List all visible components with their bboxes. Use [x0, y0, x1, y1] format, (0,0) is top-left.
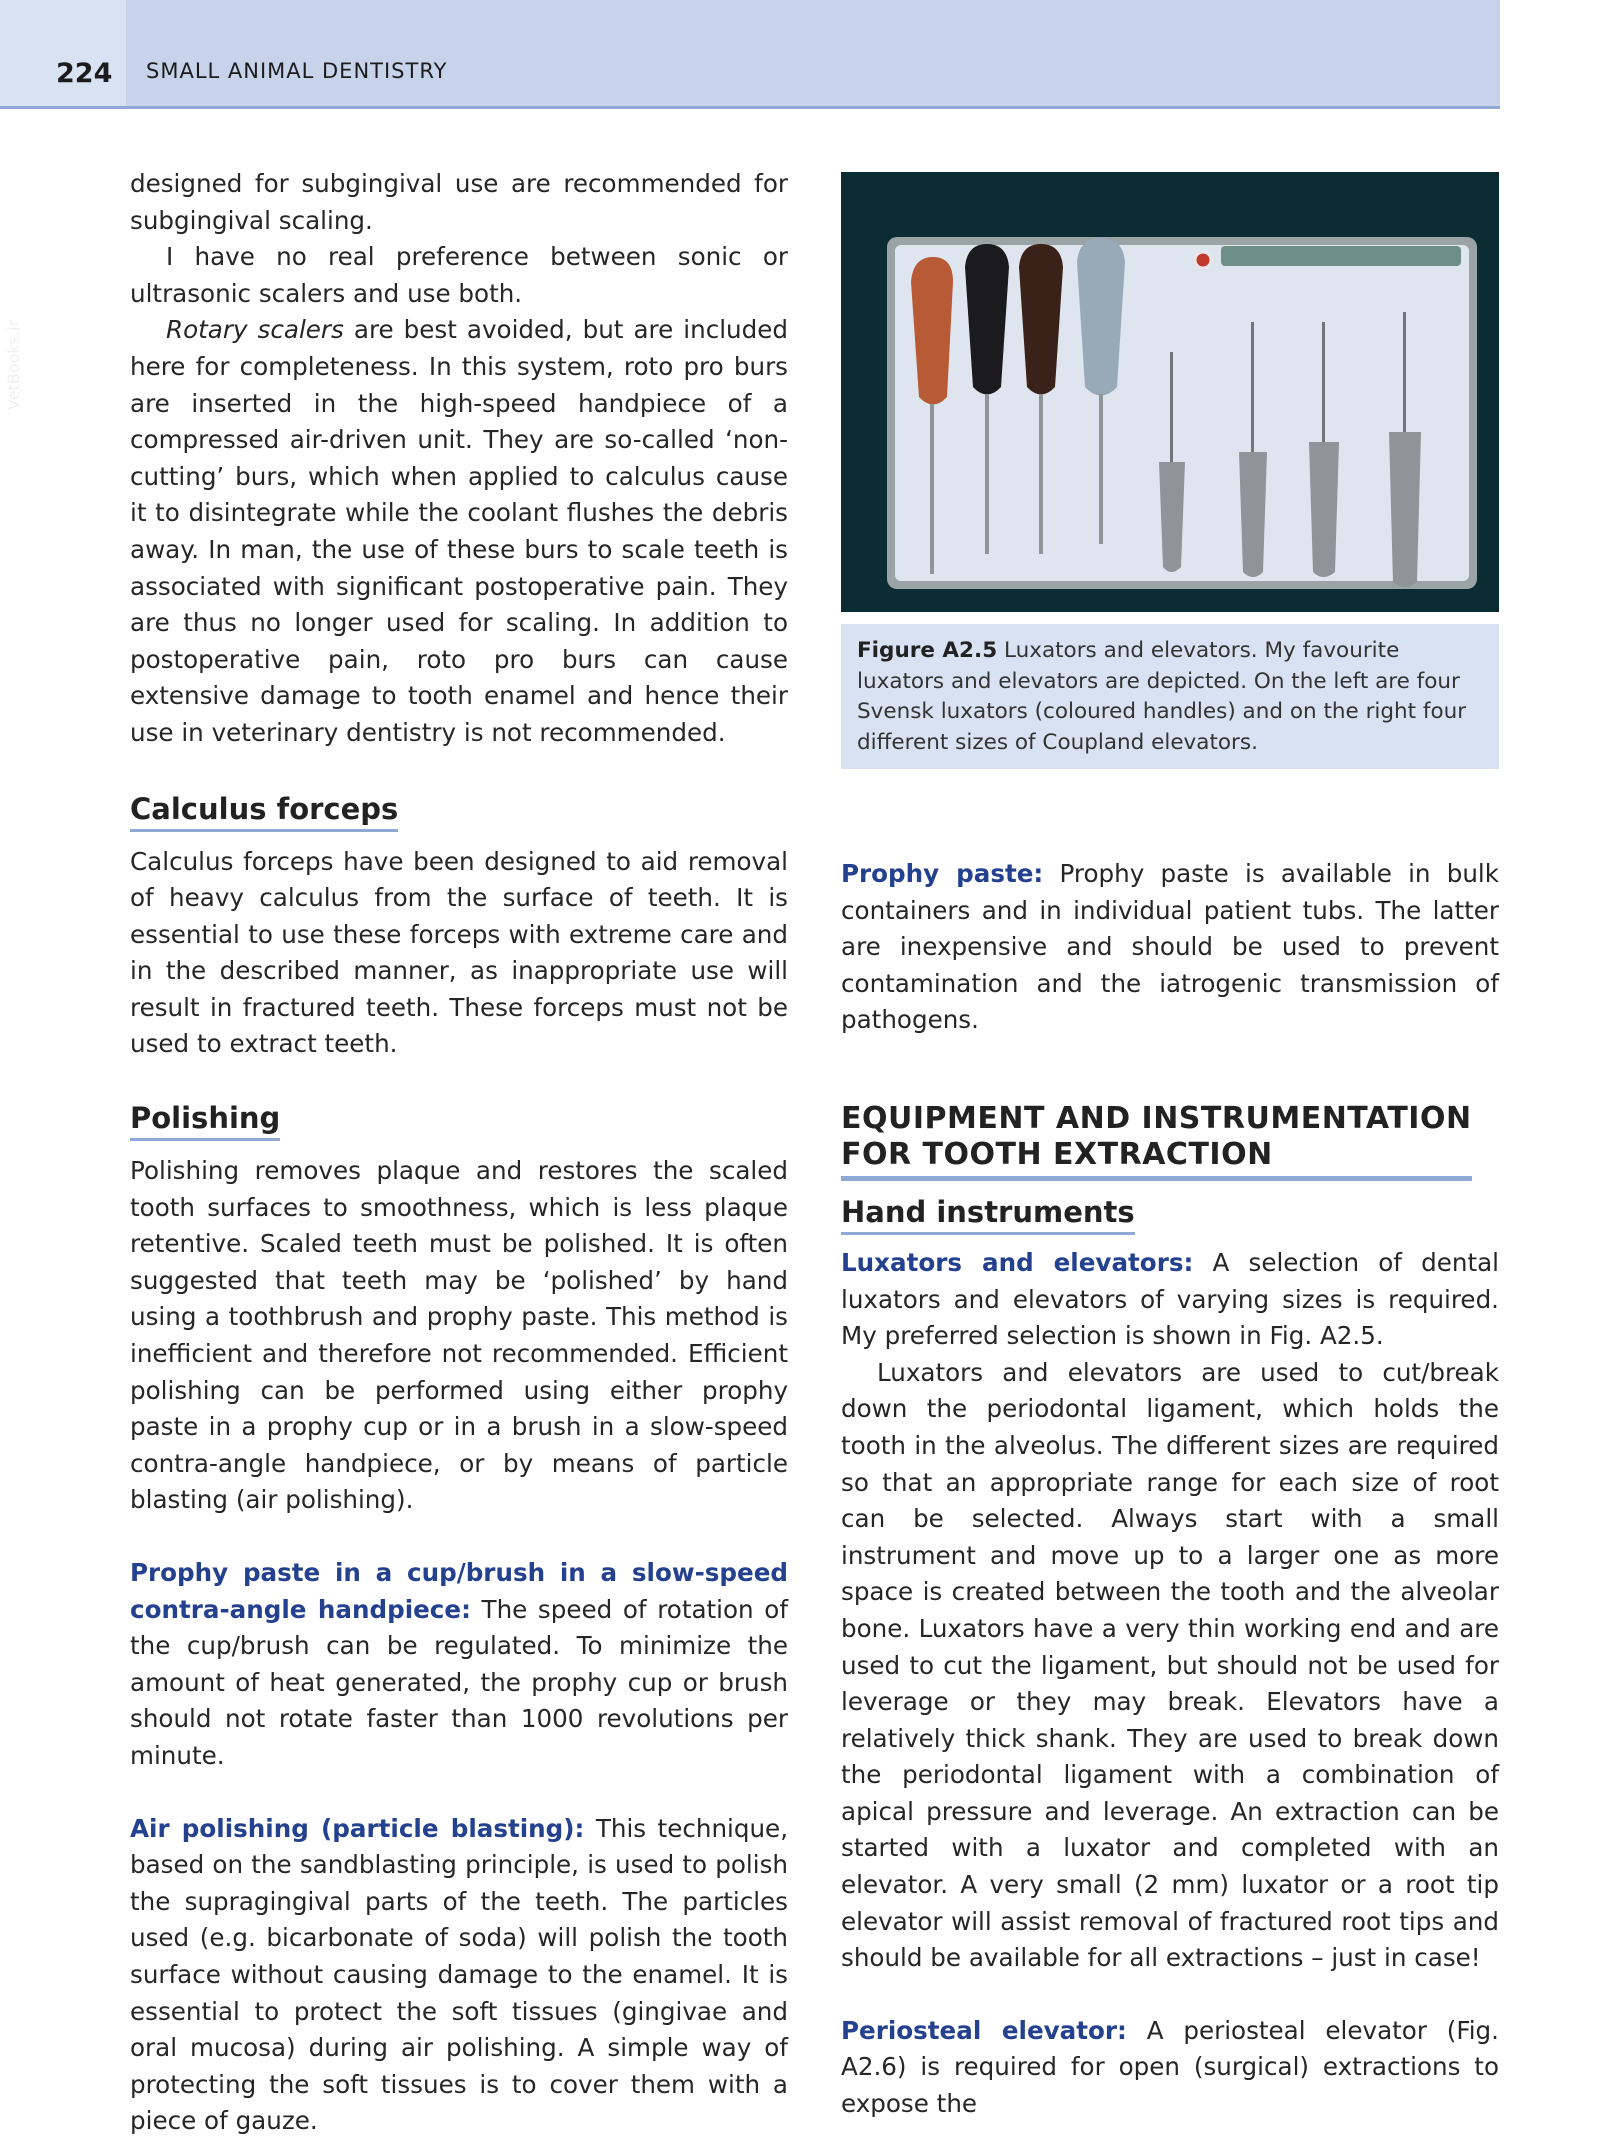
run-in-heading: Air polishing (particle blasting): — [130, 1813, 585, 1843]
paragraph — [841, 2013, 1499, 2123]
tray-strip — [1221, 246, 1461, 266]
paragraph — [130, 1555, 788, 1775]
tray-button — [1195, 252, 1211, 268]
instruments-photo-illustration — [841, 172, 1499, 612]
run-in-heading: Prophy paste: — [841, 859, 1044, 888]
paragraph-text: The speed of rotation of the cup/brush can be regulated. To minimize the amount of heat generated, the prophy cup or brush should not rotate faster than 1000 revolutions per minute. — [130, 1594, 788, 1770]
paragraph-text: are best avoided, but are included here for completeness. In this system, roto pro burs are inserted in the high-speed handpiece of a compressed air-driven unit. They are so-called ‘non-cutting’ burs, which when applied to calculus cause it to disintegrate while the coolant flushes the debris away. In man, the use of these burs to scale teeth is associated with significant postoperative pain. They are thus no longer used for scaling. In addition to postoperative pain, roto pro burs can cause extensive damage to tooth enamel and hence their use in veterinary dentistry is not recommended. — [130, 315, 788, 747]
paragraph — [130, 1811, 788, 2140]
subheading-hand-instruments: Hand instruments — [841, 1195, 1135, 1235]
figure-label: Figure A2.5 — [857, 638, 998, 663]
paragraph — [130, 312, 788, 751]
run-in-heading: Prophy paste in a cup/brush in a slow-speed contra-angle handpiece: — [130, 1558, 788, 1624]
paragraph-text: A periosteal elevator (Fig. A2.6) is required for open (surgical) extractions to expose the — [841, 2015, 1499, 2119]
page-number-box — [0, 0, 126, 106]
page-number: 224 — [56, 58, 113, 89]
paragraph: designed for subgingival use are recommended for subgingival scaling. — [130, 169, 788, 235]
subheading-polishing: Polishing — [130, 1101, 280, 1141]
paragraph: Luxators and elevators are used to cut/break down the periodontal ligament, which holds the tooth in the alveolus. The different sizes are required so that an appropriate range for each size of root can be selected. Always start with a small instrument and move up to a larger one as more space is created between the tooth and the alveolar bone. Luxators have a very thin working end and are used to cut the ligament, but should not be used for leverage or they may break. Elevators have a relatively thick shank. They are used to break down the periodontal ligament with a combination of apical pressure and leverage. An extraction can be started with a luxator and completed with an elevator. A very small (2 mm) luxator or a root tip elevator will assist removal of fractured root tips and should be available for all extractions – just in case! — [841, 1357, 1499, 1973]
emphasis: Rotary scalers — [166, 315, 344, 345]
run-in-heading: Periosteal elevator: — [841, 2015, 1127, 2045]
figure-photo — [841, 172, 1499, 612]
paragraph: Calculus forceps have been designed to aid removal of heavy calculus from the surface of teeth. It is essential to use these forceps with extreme care and in the described manner, as inappropriate use will result in fractured teeth. These forceps must not be used to extract teeth. — [130, 846, 788, 1059]
paragraph: Polishing removes plaque and restores the scaled tooth surfaces to smoothness, which is less plaque retentive. Scaled teeth must be polished. It is often suggested that teeth may be ‘polished’ by hand using a toothbrush and prophy paste. This method is inefficient and therefore not recommended. Efficient polishing can be performed using either prophy paste in a prophy cup or in a brush in a slow-speed contra-angle handpiece, or by means of particle blasting (air polishing). — [130, 1156, 788, 1515]
paragraph-text: This technique, based on the sandblasting principle, is used to polish the supragingival parts of the teeth. The particles used (e.g. bicarbonate of soda) will polish the tooth surface without causing damage to the enamel. It is essential to protect the soft tissues (gingivae and oral mucosa) during air polishing. A simple way of protecting the soft tissues is to cover them with a piece of gauze. — [130, 1813, 789, 2136]
paragraph — [841, 1245, 1499, 1355]
run-in-heading: Luxators and elevators: — [841, 1247, 1194, 1277]
section-heading — [841, 1101, 1472, 1181]
right-column — [841, 856, 1499, 2123]
paragraph-text: Prophy paste is available in bulk containers and in individual patient tubs. The latter are inexpensive and should be used to prevent contamination and the iatrogenic transmission of pathogens. — [841, 859, 1499, 1035]
subheading-calculus-forceps: Calculus forceps — [130, 792, 398, 832]
paragraph: I have no real preference between sonic or ultrasonic scalers and use both. — [130, 242, 788, 308]
watermark: VetBooks.ir — [4, 319, 23, 410]
figure-caption — [841, 624, 1499, 769]
section-heading-line: FOR TOOTH EXTRACTION — [841, 1136, 1273, 1172]
running-header — [0, 0, 1500, 109]
section-heading-line: EQUIPMENT AND INSTRUMENTATION — [841, 1100, 1472, 1136]
running-title: SMALL ANIMAL DENTISTRY — [146, 59, 448, 83]
paragraph — [841, 856, 1499, 1039]
paragraph-text: A selection of dental luxators and elevators of varying sizes is required. My preferred selection is shown in Fig. A2.5. — [841, 1247, 1499, 1351]
caption-text: Luxators and elevators. My favourite luxators and elevators are depicted. On the left are four Svensk luxators (coloured handles) and on the right four different sizes of Coupland elevators. — [857, 638, 1467, 755]
left-column — [130, 166, 788, 2140]
